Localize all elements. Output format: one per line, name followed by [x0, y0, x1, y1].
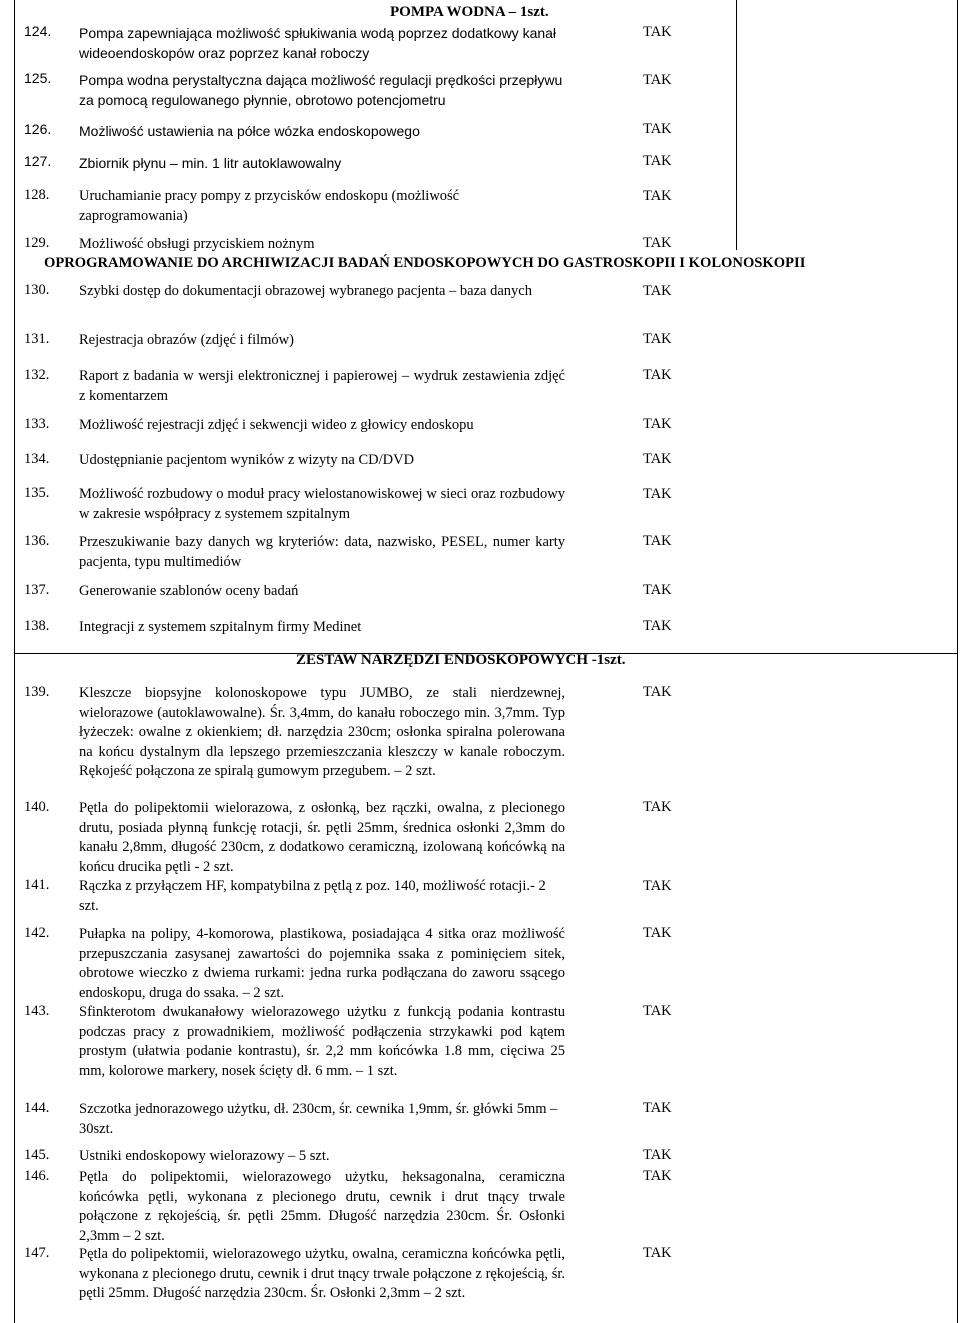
row-value: TAK: [643, 799, 672, 815]
row-description: Udostępnianie pacjentom wyników z wizyty na CD/DVD: [79, 452, 415, 468]
row-value: TAK: [643, 1003, 672, 1019]
row-value: TAK: [643, 416, 672, 432]
row-number: 125.: [24, 70, 52, 86]
row-value: TAK: [643, 1100, 672, 1116]
row-number: 127.: [24, 153, 52, 169]
tools-section-title: ZESTAW NARZĘDZI ENDOSKOPOWYCH -1szt.: [296, 652, 626, 668]
row-value: TAK: [643, 121, 672, 137]
row-description: Pompa wodna perystaltyczna dająca możliwość regulacji prędkości przepływu za pomocą regulowanego płynnie, obrotowo potencjometru: [79, 72, 563, 108]
row-value: TAK: [643, 684, 672, 700]
row-description: Pętla do polipektomii, wielorazowego użytku, owalna, ceramiczna końcówka pętli, wykonana z plecionego drutu, cewnik i drut tnący trwale połączone z rękojeścią, śr. pętli 25mm. Długość narzędzia 230cm. Śr. Osłonki 2,3mm – 2 szt.: [79, 1246, 565, 1301]
row-number: 134.: [24, 451, 50, 467]
row-value: TAK: [643, 283, 672, 299]
row-description: Zbiornik płynu – min. 1 litr autoklawowalny: [79, 155, 342, 171]
row-number: 139.: [24, 684, 50, 700]
row-number: 144.: [24, 1100, 50, 1116]
row-description: Integracji z systemem szpitalnym firmy Medinet: [79, 619, 362, 635]
row-description: Szczotka jednorazowego użytku, dł. 230cm, śr. cewnika 1,9mm, śr. główki 5mm – 30szt.: [79, 1101, 558, 1137]
row-number: 145.: [24, 1147, 50, 1163]
row-description: Szybki dostęp do dokumentacji obrazowej wybranego pacjenta – baza danych: [79, 283, 532, 299]
row-number: 133.: [24, 416, 50, 432]
row-value: TAK: [643, 533, 672, 549]
pump-section-title: POMPA WODNA – 1szt.: [390, 4, 549, 20]
row-number: 141.: [24, 877, 50, 893]
row-number: 132.: [24, 367, 50, 383]
row-number: 140.: [24, 799, 50, 815]
row-value: TAK: [643, 486, 672, 502]
row-number: 142.: [24, 925, 50, 941]
row-value: TAK: [643, 582, 672, 598]
row-description: Możliwość rejestracji zdjęć i sekwencji wideo z głowicy endoskopu: [79, 417, 474, 433]
row-description: Ustniki endoskopowy wielorazowy – 5 szt.: [79, 1148, 330, 1164]
row-number: 130.: [24, 282, 50, 298]
row-number: 138.: [24, 618, 50, 634]
row-value: TAK: [643, 618, 672, 634]
row-description: Pętla do polipektomii, wielorazowego użytku, heksagonalna, ceramiczna końcówka pętli, wykonana z plecionego drutu, cewnik i drut tnący trwale połączone z rękojeścią, śr. pętli 25mm. Długość narzędzia 230cm. Śr. Osłonki 2,3mm – 2 szt.: [79, 1169, 565, 1244]
row-number: 126.: [24, 121, 52, 137]
row-description: Możliwość ustawienia na półce wózka endoskopowego: [79, 123, 420, 139]
row-number: 137.: [24, 582, 50, 598]
row-value: TAK: [643, 367, 672, 383]
row-value: TAK: [643, 1168, 672, 1184]
row-number: 147.: [24, 1245, 50, 1261]
row-description: Generowanie szablonów oceny badań: [79, 583, 299, 599]
table-border-right: [957, 0, 958, 1323]
archive-section-title: OPROGRAMOWANIE DO ARCHIWIZACJI BADAŃ ENDOSKOPOWYCH DO GASTROSKOPII I KOLONOSKOPII: [44, 255, 806, 271]
row-number: 131.: [24, 331, 50, 347]
row-description: Rączka z przyłączem HF, kompatybilna z pętlą z poz. 140, możliwość rotacji.- 2 szt.: [79, 878, 546, 914]
row-description: Pułapka na polipy, 4-komorowa, plastikowa, posiadająca 4 sitka oraz możliwość przepuszczania zasysanej zawartości do pojemnika ssaka z pominięciem sitek, obrotowe wieczko z dwiema rurkami: jedna rurka podłączana do zaworu ssącego endoskopu, druga do ssaka. – 2 szt.: [79, 926, 565, 1001]
row-description: Rejestracja obrazów (zdjęć i filmów): [79, 332, 294, 348]
row-description: Możliwość obsługi przyciskiem nożnym: [79, 236, 315, 252]
row-value: TAK: [643, 235, 672, 251]
row-value: TAK: [643, 451, 672, 467]
row-number: 136.: [24, 533, 50, 549]
row-value: TAK: [643, 878, 672, 894]
row-number: 129.: [24, 235, 50, 251]
row-number: 146.: [24, 1168, 50, 1184]
row-number: 128.: [24, 187, 50, 203]
row-number: 135.: [24, 485, 50, 501]
row-description: Kleszcze biopsyjne kolonoskopowe typu JUMBO, ze stali nierdzewnej, wielorazowe (autoklawowalne). Śr. 3,4mm, do kanału roboczego min. 3,7mm. Typ łyżeczek: owalne z okienkiem; dł. narzędzia 230cm; osłonka spiralna polerowana na końcu dystalnym dla lepszego przemieszczania kleszczy w kanale roboczym. Rękojeść połączona ze spiralą gumowym przegubem. – 2 szt.: [79, 685, 565, 779]
row-number: 143.: [24, 1003, 50, 1019]
row-value: TAK: [643, 72, 672, 88]
table-border-left: [14, 0, 15, 1323]
row-value: TAK: [643, 925, 672, 941]
column-divider: [736, 0, 737, 250]
row-description: Pompa zapewniająca możliwość spłukiwania wodą poprzez dodatkowy kanał wideoendoskopów oraz poprzez kanał roboczy: [79, 25, 557, 61]
row-value: TAK: [643, 188, 672, 204]
row-value: TAK: [643, 331, 672, 347]
row-description: Możliwość rozbudowy o moduł pracy wielostanowiskowej w sieci oraz rozbudowy w zakresie współpracy z systemem szpitalnym: [79, 486, 565, 522]
row-value: TAK: [643, 24, 672, 40]
row-description: Sfinkterotom dwukanałowy wielorazowego użytku z funkcją podania kontrastu podczas pracy z prowadnikiem, możliwość podłączenia strzykawki pod kątem prostym (ułatwia podanie kontrastu), śr. 2,2 mm końcówka 1.8 mm, cięciwa 25 mm, kolorowe markery, nosek ścięty dł. 6 mm. – 1 szt.: [79, 1004, 565, 1079]
row-value: TAK: [643, 1147, 672, 1163]
row-description: Uruchamianie pracy pompy z przycisków endoskopu (możliwość zaprogramowania): [79, 188, 460, 224]
row-value: TAK: [643, 153, 672, 169]
row-description: Raport z badania w wersji elektronicznej i papierowej – wydruk zestawienia zdjęć z komentarzem: [79, 368, 565, 404]
row-value: TAK: [643, 1245, 672, 1261]
row-description: Pętla do polipektomii wielorazowa, z osłonką, bez rączki, owalna, z plecionego drutu, posiada płynną funkcję rotacji, śr. pętli 25mm, średnica osłonki 2,3mm do kanału 2,8mm, długość 230cm, z dodatkowo ceramiczną, izolowaną końcówką na końcu drucika pętli - 2 szt.: [79, 800, 565, 875]
row-description: Przeszukiwanie bazy danych wg kryteriów: data, nazwisko, PESEL, numer karty pacjenta, typu multimediów: [79, 534, 565, 570]
row-number: 124.: [24, 23, 52, 39]
